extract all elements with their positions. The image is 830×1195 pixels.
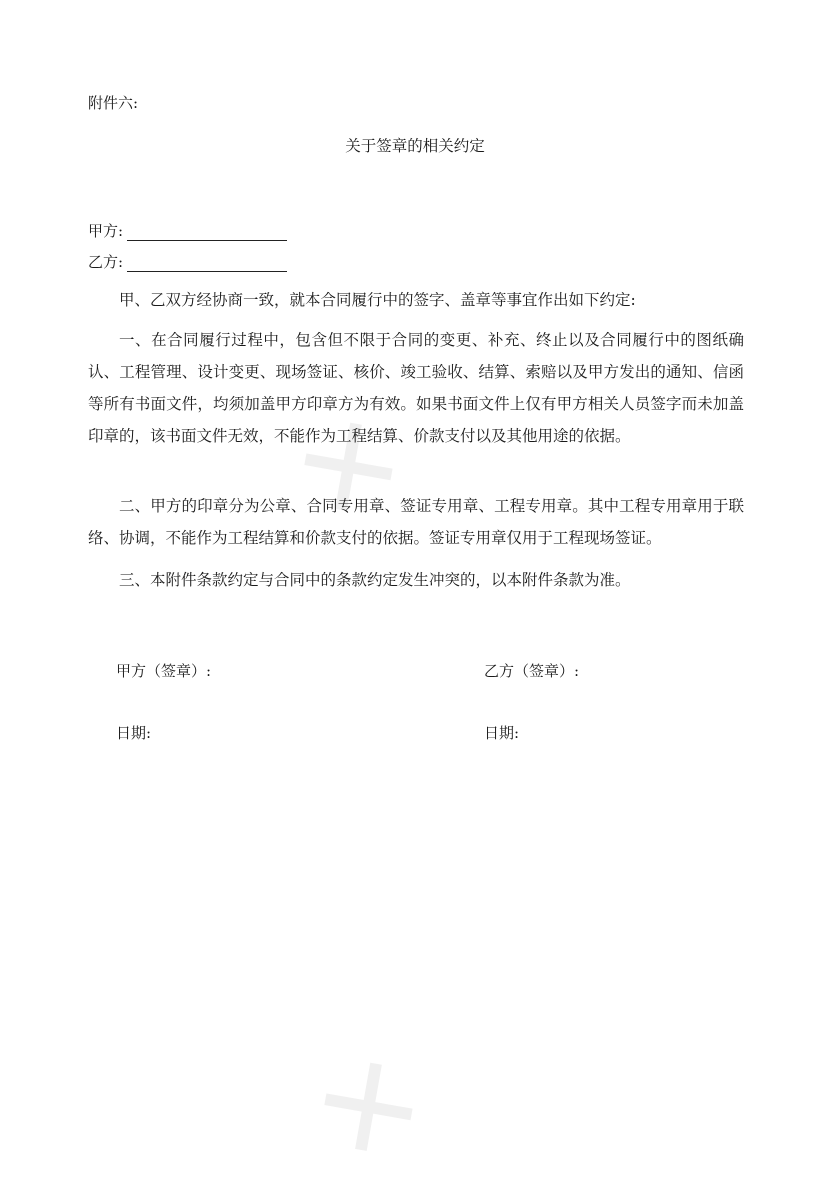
party-a-label: 甲方: (88, 222, 124, 240)
party-b-row (88, 251, 287, 272)
paragraph-clause-two: 二、甲方的印章分为公章、合同专用章、签证专用章、工程专用章。其中工程专用章用于联络、协调，不能作为工程结算和价款支付的依据。签证专用章仅用于工程现场签证。 (88, 497, 744, 547)
party-a-blank (127, 224, 287, 241)
watermark: ✕ (289, 1023, 452, 1195)
paragraph-intro: 甲、乙双方经协商一致，就本合同履行中的签字、盖章等事宜作出如下约定: (119, 291, 636, 309)
party-b-seal-label: 乙方（签章）: (484, 662, 580, 680)
party-a-row (88, 220, 287, 241)
watermark: ✕ (269, 383, 432, 556)
annex-label: 附件六: (88, 94, 139, 112)
paragraph-clause-one: 一、在合同履行过程中，包含但不限于合同的变更、补充、终止以及合同履行中的图纸确认、工程管理、设计变更、现场签证、核价、竣工验收、结算、索赔以及甲方发出的通知、信函等所有书面文件，均须加盖甲方印章方为有效。如果书面文件上仅有甲方相关人员签字而未加盖印章的，该书面文件无效，不能作为工程结算、价款支付以及其他用途的依据。 (88, 331, 744, 445)
paragraph-clause-three: 三、本附件条款约定与合同中的条款约定发生冲突的，以本附件条款为准。 (119, 571, 631, 589)
page-title: 关于签章的相关约定 (345, 137, 485, 155)
party-a-date-label: 日期: (116, 724, 152, 742)
party-b-date-label: 日期: (484, 724, 520, 742)
party-a-seal-label: 甲方（签章）: (116, 662, 212, 680)
party-b-label: 乙方: (88, 253, 124, 271)
party-b-blank (127, 255, 287, 272)
